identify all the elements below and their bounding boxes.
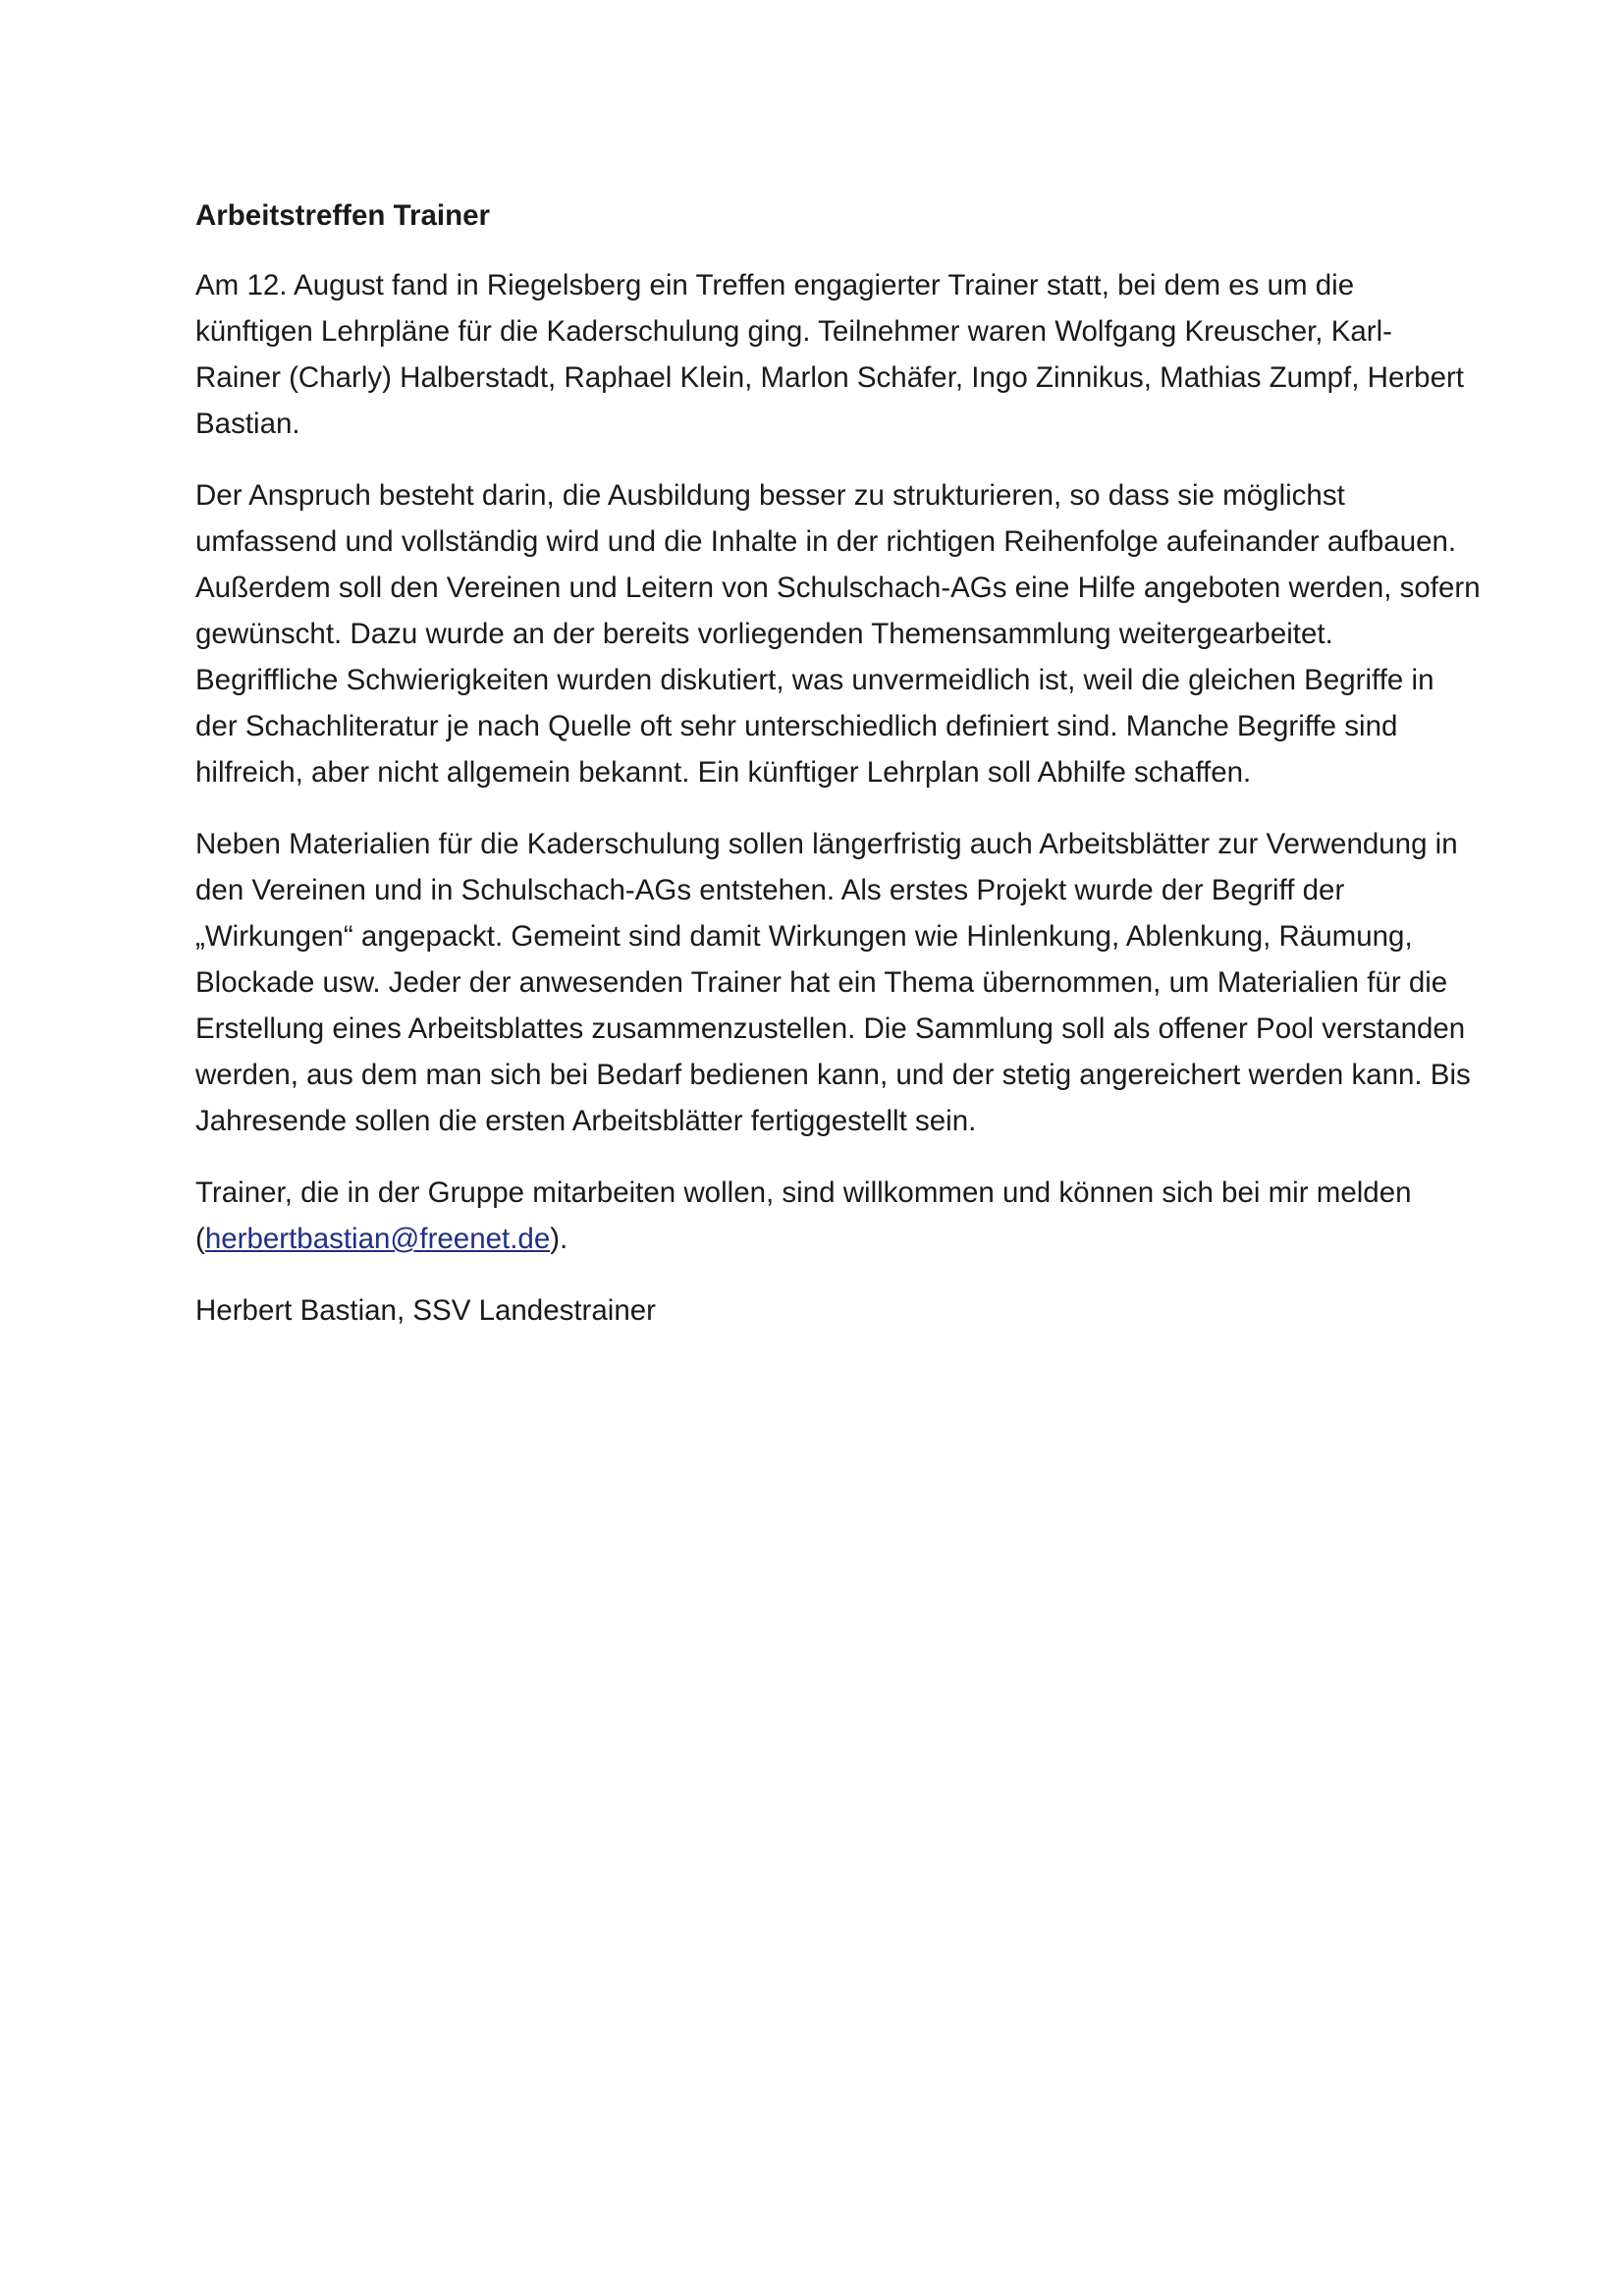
contact-text-end: ).	[550, 1223, 568, 1255]
signature: Herbert Bastian, SSV Landestrainer	[195, 1294, 656, 1327]
email-link[interactable]: herbertbastian@freenet.de	[204, 1223, 551, 1255]
paragraph-contact	[195, 1170, 1472, 1262]
document-body	[195, 192, 1481, 1359]
document-title: Arbeitstreffen Trainer	[195, 199, 490, 232]
contact-text: Trainer, die in der Gruppe mitarbeiten wollen, sind willkommen und können sich bei mir melden (	[195, 1176, 1412, 1255]
paragraph-materials: Neben Materialien für die Kaderschulung sollen längerfristig auch Arbeitsblätter zur Verwendung in den Vereinen und in Schulschach-AGs entstehen. Als erstes Projekt wurde der Begriff der „Wirkungen“ angepackt. Gemeint sind damit Wirkungen wie Hinlenkung, Ablenkung, Räumung, Blockade usw. Jeder der anwesenden Trainer hat ein Thema übernommen, um Materialien für die Erstellung eines Arbeitsblattes zusammenzustellen. Die Sammlung soll als offener Pool verstanden werden, aus dem man sich bei Bedarf bedienen kann, und der stetig angereichert werden kann. Bis Jahresende sollen die ersten Arbeitsblätter fertiggestellt sein.	[195, 828, 1471, 1137]
paragraph-meeting: Am 12. August fand in Riegelsberg ein Treffen engagierter Trainer statt, bei dem es um die künftigen Lehrpläne für die Kaderschulung ging. Teilnehmer waren Wolfgang Kreuscher, Karl-Rainer (Charly) Halberstadt, Raphael Klein, Marlon Schäfer, Ingo Zinnikus, Mathias Zumpf, Herbert Bastian.	[195, 269, 1465, 440]
paragraph-goals: Der Anspruch besteht darin, die Ausbildung besser zu strukturieren, so dass sie möglichst umfassend und vollständig wird und die Inhalte in der richtigen Reihenfolge aufeinander aufbauen. Außerdem soll den Vereinen und Leitern von Schulschach-AGs eine Hilfe angeboten werden, sofern gewünscht. Dazu wurde an der bereits vorliegenden Themensammlung weitergearbeitet. Begriffliche Schwierigkeiten wurden diskutiert, was unvermeidlich ist, weil die gleichen Begriffe in der Schachliteratur je nach Quelle oft sehr unterschiedlich definiert sind. Manche Begriffe sind hilfreich, aber nicht allgemein bekannt. Ein künftiger Lehrplan soll Abhilfe schaffen.	[195, 479, 1481, 789]
